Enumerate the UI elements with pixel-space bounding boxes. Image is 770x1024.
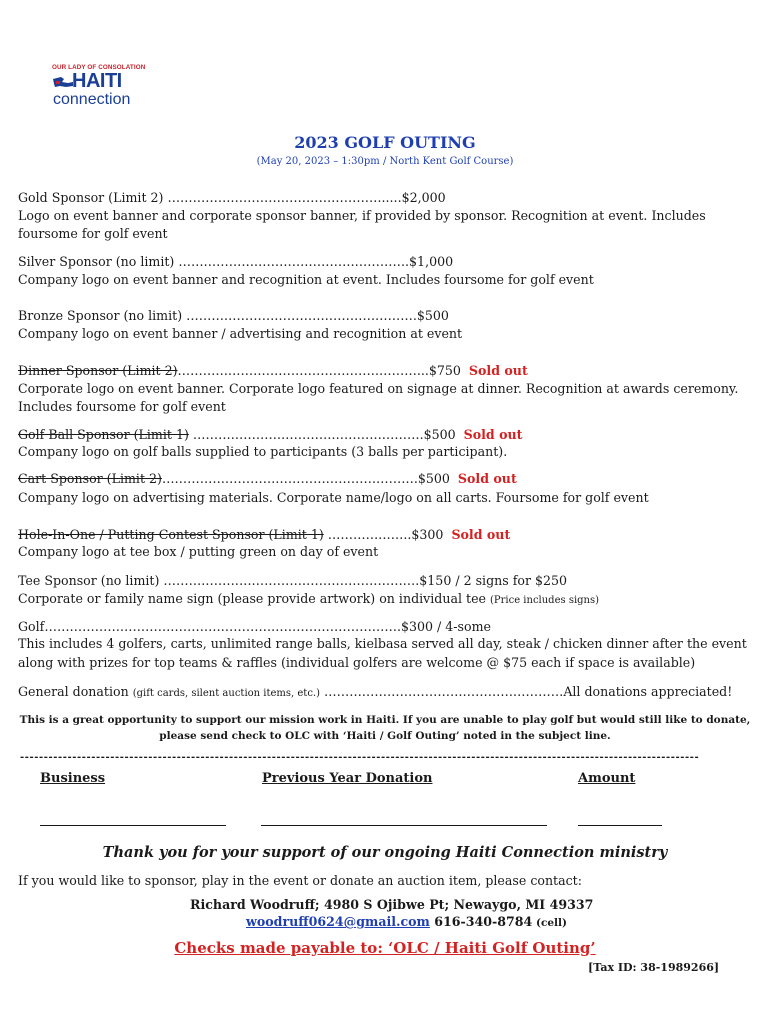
contact-intro: If you would like to sponsor, play in the event or donate an auction item, please contact:: [18, 873, 582, 888]
sponsor-name: Golf: [18, 619, 45, 634]
logo-tagline: OUR LADY OF CONSOLATION: [52, 64, 146, 71]
dinner-sponsor-row: [18, 362, 528, 379]
gold-sponsor-desc: Logo on event banner and corporate sponsor banner, if provided by sponsor. Recognition at event. Includes: [18, 208, 706, 223]
sold-out-badge: Sold out: [451, 527, 511, 542]
donation-note-line-2: please send check to OLC with ‘Haiti / Golf Outing’ noted in the subject line.: [159, 730, 611, 742]
general-donation-row: [18, 683, 732, 702]
email-link[interactable]: woodruff0624@gmail.com: [246, 914, 430, 929]
tee-sponsor-desc: [18, 590, 599, 609]
sponsor-price: $750: [428, 363, 461, 378]
sponsor-price: $500: [416, 308, 449, 323]
sold-out-badge: Sold out: [457, 471, 517, 486]
sponsor-price: $500: [417, 471, 450, 486]
sponsor-price: $1,000: [409, 254, 454, 269]
previous-donation-entry-line[interactable]: [261, 825, 547, 826]
page-title: 2023 GOLF OUTING: [294, 133, 476, 152]
business-entry-line[interactable]: [40, 825, 226, 826]
sponsor-name: Gold Sponsor (Limit 2): [18, 190, 164, 205]
donation-text: All donations appreciated!: [563, 684, 733, 699]
holeinone-sponsor-desc: Company logo at tee box / putting green on day of event: [18, 544, 379, 559]
silver-sponsor-row: [18, 253, 453, 270]
gold-sponsor-desc-2: foursome for golf event: [18, 226, 168, 241]
dot-leader: …………………………………………………….: [159, 573, 420, 588]
logo-name: HAITI: [72, 70, 122, 92]
dot-leader: ………………..: [323, 527, 412, 542]
haiti-connection-logo: [50, 64, 160, 112]
dot-leader: ……………………………………………….: [174, 254, 410, 269]
sponsor-price: $300 / 4-some: [400, 619, 491, 634]
donation-note-line-1: This is a great opportunity to support our mission work in Haiti. If you are unable to play golf but would still like to donate,: [19, 714, 751, 726]
phone-note: (cell): [532, 917, 567, 929]
sponsor-name: Tee Sponsor (no limit): [18, 573, 160, 588]
cut-line-divider: -----------------------------------------------------------------------------------------------------------------------------------------------: [20, 752, 700, 763]
sold-out-badge: Sold out: [463, 427, 523, 442]
bronze-sponsor-row: [18, 307, 449, 324]
donation-note: (gift cards, silent auction items, etc.): [132, 688, 321, 699]
cart-sponsor-row: [18, 470, 517, 487]
dot-leader: …………………………………………………: [320, 684, 564, 699]
tee-desc-note: (Price includes signs): [490, 595, 600, 606]
golf-desc-2: along with prizes for top teams & raffles (individual golfers are welcome @ $75 each if space is available): [18, 655, 696, 670]
sponsor-name: Hole-In-One / Putting Contest Sponsor (Limit 1): [18, 527, 324, 542]
business-column-header: Business: [40, 771, 106, 786]
holeinone-sponsor-row: [18, 526, 510, 543]
sponsor-name: Bronze Sponsor (no limit): [18, 308, 183, 323]
gold-sponsor-row: [18, 189, 446, 206]
dot-leader: …………………………………………………...: [177, 363, 429, 378]
tee-sponsor-row: [18, 572, 567, 589]
phone-number: 616-340-8784: [429, 914, 533, 929]
sponsor-name: Cart Sponsor (Limit 2): [18, 471, 162, 486]
sponsor-price: $150 / 2 signs for $250: [419, 573, 568, 588]
checks-payable-note: Checks made payable to: ‘OLC / Haiti Golf Outing’: [174, 939, 596, 957]
contact-details: [246, 914, 567, 929]
sponsor-name: Golf Ball Sponsor (Limit 1): [18, 427, 189, 442]
dinner-sponsor-desc: Corporate logo on event banner. Corporate logo featured on signage at dinner. Recognition at awards ceremony.: [18, 381, 739, 396]
sponsor-price: $500: [423, 427, 456, 442]
dot-leader: …………………………………………….....: [163, 190, 402, 205]
thank-you-message: Thank you for your support of our ongoing Haiti Connection ministry: [102, 844, 668, 861]
dot-leader: …………………………………………………….: [161, 471, 418, 486]
donation-name: General donation: [18, 684, 129, 699]
amount-column-header: Amount: [578, 771, 636, 786]
golfball-sponsor-row: [18, 426, 523, 443]
sold-out-badge: Sold out: [468, 363, 528, 378]
dot-leader: ………………………………………………………………………….: [44, 619, 401, 634]
haiti-map-icon: [52, 74, 74, 92]
tax-id: [Tax ID: 38-1989266]: [588, 961, 720, 974]
page-subtitle: (May 20, 2023 – 1:30pm / North Kent Golf Course): [256, 156, 514, 167]
golf-desc: This includes 4 golfers, carts, unlimited range balls, kielbasa served all day, steak / chicken dinner after the event: [18, 636, 747, 651]
sponsor-name: Silver Sponsor (no limit): [18, 254, 175, 269]
dinner-sponsor-desc-2: Includes foursome for golf event: [18, 399, 226, 414]
tee-desc-text: Corporate or family name sign (please provide artwork) on individual tee: [18, 591, 486, 606]
bronze-sponsor-desc: Company logo on event banner / advertising and recognition at event: [18, 326, 463, 341]
amount-entry-line[interactable]: [578, 825, 662, 826]
cart-sponsor-desc: Company logo on advertising materials. Corporate name/logo on all carts. Foursome for golf event: [18, 490, 649, 505]
golf-row: [18, 618, 491, 635]
silver-sponsor-desc: Company logo on event banner and recognition at event. Includes foursome for golf event: [18, 272, 594, 287]
contact-name-address: Richard Woodruff; 4980 S Ojibwe Pt; Newaygo, MI 49337: [190, 897, 594, 912]
dot-leader: ……………………………………………….: [182, 308, 417, 323]
golfball-sponsor-desc: Company logo on golf balls supplied to participants (3 balls per participant).: [18, 444, 508, 459]
logo-sub: connection: [53, 91, 131, 108]
sponsor-name: Dinner Sponsor (Limit 2): [18, 363, 178, 378]
dot-leader: ……………………………………………….: [188, 427, 424, 442]
previous-donation-column-header: Previous Year Donation: [262, 771, 433, 786]
sponsor-price: $2,000: [401, 190, 446, 205]
sponsor-price: $300: [411, 527, 444, 542]
